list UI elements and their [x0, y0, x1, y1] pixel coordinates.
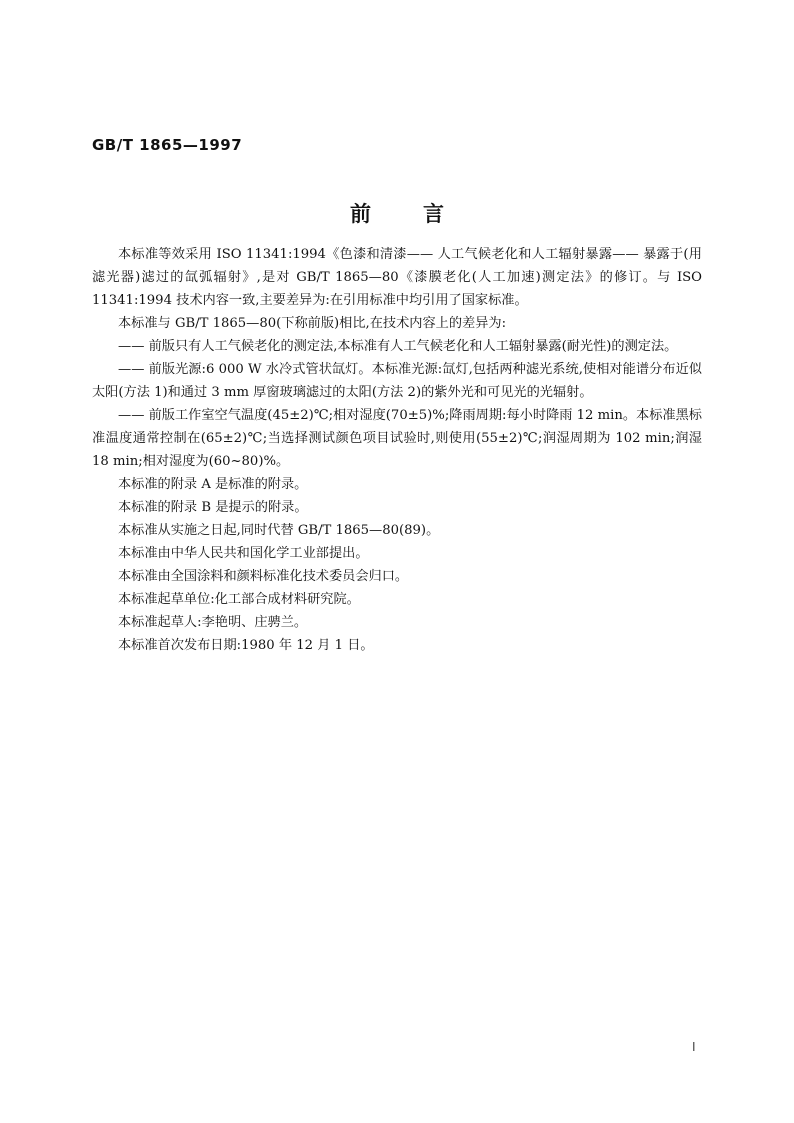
paragraph-difference-light-source: —— 前版光源:6 000 W 水冷式管状氙灯。本标准光源:氙灯,包括两种滤光系统,使相对能谱分布近似太阳(方法 1)和通过 3 mm 厚窗玻璃滤过的太阳(方法 2)的紫外光和可见光的光辐射。 — [92, 362, 702, 400]
standard-code: GB/T 1865—1997 — [92, 136, 243, 154]
page-number: I — [692, 1040, 696, 1054]
paragraph-differences-intro: 本标准与 GB/T 1865—80(下称前版)相比,在技术内容上的差异为: — [118, 316, 507, 331]
paragraph-first-issue-date: 本标准首次发布日期:1980 年 12 月 1 日。 — [118, 638, 374, 653]
paragraph-replacement: 本标准从实施之日起,同时代替 GB/T 1865—80(89)。 — [118, 523, 440, 538]
paragraph-appendix-a: 本标准的附录 A 是标准的附录。 — [118, 477, 308, 492]
paragraph-adoption: 本标准等效采用 ISO 11341:1994《色漆和清漆—— 人工气候老化和人工辐射暴露—— 暴露于(用滤光器)滤过的氙弧辐射》,是对 GB/T 1865—80《漆膜老化(人工加速)测定法》的修订。与 ISO 11341:1994 技术内容一致,主要差异为:在引用标准中均引用了国家标准。 — [92, 247, 702, 308]
paragraph-committee: 本标准由全国涂料和颜料标准化技术委员会归口。 — [118, 569, 409, 584]
title-char-2: 言 — [423, 202, 444, 226]
paragraph-difference-method: —— 前版只有人工气候老化的测定法,本标准有人工气候老化和人工辐射暴露(耐光性)的测定法。 — [118, 339, 678, 354]
paragraph-drafting-unit: 本标准起草单位:化工部合成材料研究院。 — [118, 592, 360, 607]
paragraph-appendix-b: 本标准的附录 B 是提示的附录。 — [118, 500, 308, 515]
title-char-1: 前 — [350, 202, 371, 226]
paragraph-proposer: 本标准由中华人民共和国化学工业部提出。 — [118, 546, 369, 561]
paragraph-difference-conditions: —— 前版工作室空气温度(45±2)℃;相对湿度(70±5)%;降雨周期:每小时降雨 12 min。本标准黑标准温度通常控制在(65±2)℃;当选择测试颜色项目试验时,则使用(55±2)℃;润湿周期为 102 min;润湿 18 min;相对湿度为(60~80)%。 — [92, 408, 702, 469]
foreword-body — [92, 243, 702, 657]
page-title — [0, 198, 794, 228]
paragraph-drafters: 本标准起草人:李艳明、庄骋兰。 — [118, 615, 308, 630]
